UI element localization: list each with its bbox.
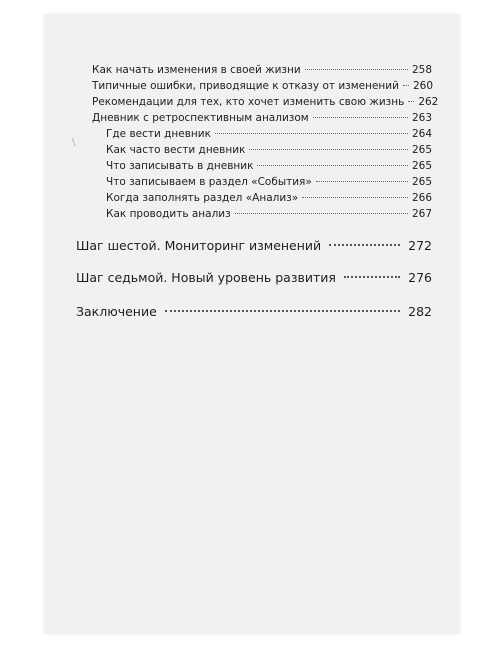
- toc-entry-title: Как проводить анализ: [106, 208, 231, 220]
- toc-section-page: 272: [408, 238, 432, 253]
- toc-entry-page: 258: [411, 64, 432, 76]
- dot-leader: [403, 85, 409, 86]
- toc-entry-title: Дневник с ретроспективным анализом: [92, 112, 309, 124]
- toc-subentry: [106, 208, 432, 220]
- toc-section: [76, 304, 432, 319]
- toc-subentry: [106, 192, 432, 204]
- dot-leader: [302, 197, 408, 198]
- toc-subentry: [106, 160, 432, 172]
- toc-entry-page: 266: [411, 192, 432, 204]
- dot-leader: [344, 276, 400, 278]
- dot-leader: [313, 117, 408, 118]
- dot-leader: [408, 101, 414, 102]
- toc-entry-page: 264: [411, 128, 432, 140]
- toc-entry-title: Что записывать в дневник: [106, 160, 254, 172]
- toc-entry: [92, 64, 432, 76]
- pencil-mark: \: [72, 137, 76, 148]
- toc-entry-page: 267: [411, 208, 432, 220]
- toc-entry-page: 265: [411, 160, 432, 172]
- toc-section-page: 276: [408, 270, 432, 285]
- toc-subentry: [106, 144, 432, 156]
- toc-entry-title: Типичные ошибки, приводящие к отказу от изменений: [92, 80, 399, 92]
- toc-entry-page: 260: [412, 80, 433, 92]
- toc-section: [76, 238, 432, 253]
- toc-entry-page: 265: [411, 176, 432, 188]
- toc-entry-title: Что записываем в раздел «События»: [106, 176, 312, 188]
- toc-section-page: 282: [408, 304, 432, 319]
- toc-entry-page: 265: [411, 144, 432, 156]
- dot-leader: [235, 213, 408, 214]
- toc-entry: [92, 112, 432, 124]
- toc-entry-title: Как начать изменения в своей жизни: [92, 64, 301, 76]
- toc-section: [76, 270, 432, 285]
- toc-entry-title: Как часто вести дневник: [106, 144, 246, 156]
- toc-entry-title: Когда заполнять раздел «Анализ»: [106, 192, 299, 204]
- dot-leader: [165, 310, 400, 312]
- dot-leader: [316, 181, 408, 182]
- toc-entry-page: 263: [411, 112, 432, 124]
- toc-section-title: Шаг седьмой. Новый уровень развития: [76, 270, 336, 285]
- toc-section-title: Заключение: [76, 304, 157, 319]
- dot-leader: [329, 244, 400, 246]
- dot-leader: [215, 133, 408, 134]
- toc-entry-title: Рекомендации для тех, кто хочет изменить свою жизнь: [92, 96, 405, 108]
- toc-entry-page: 262: [418, 96, 439, 108]
- dot-leader: [305, 69, 408, 70]
- dot-leader: [257, 165, 408, 166]
- book-page: [44, 14, 460, 634]
- toc-section-title: Шаг шестой. Мониторинг изменений: [76, 238, 322, 253]
- toc-entry: [92, 96, 439, 108]
- toc-subentry: [106, 176, 432, 188]
- toc-entry: [92, 80, 432, 92]
- toc-subentry: [106, 128, 432, 140]
- dot-leader: [249, 149, 408, 150]
- toc-entry-title: Где вести дневник: [106, 128, 211, 140]
